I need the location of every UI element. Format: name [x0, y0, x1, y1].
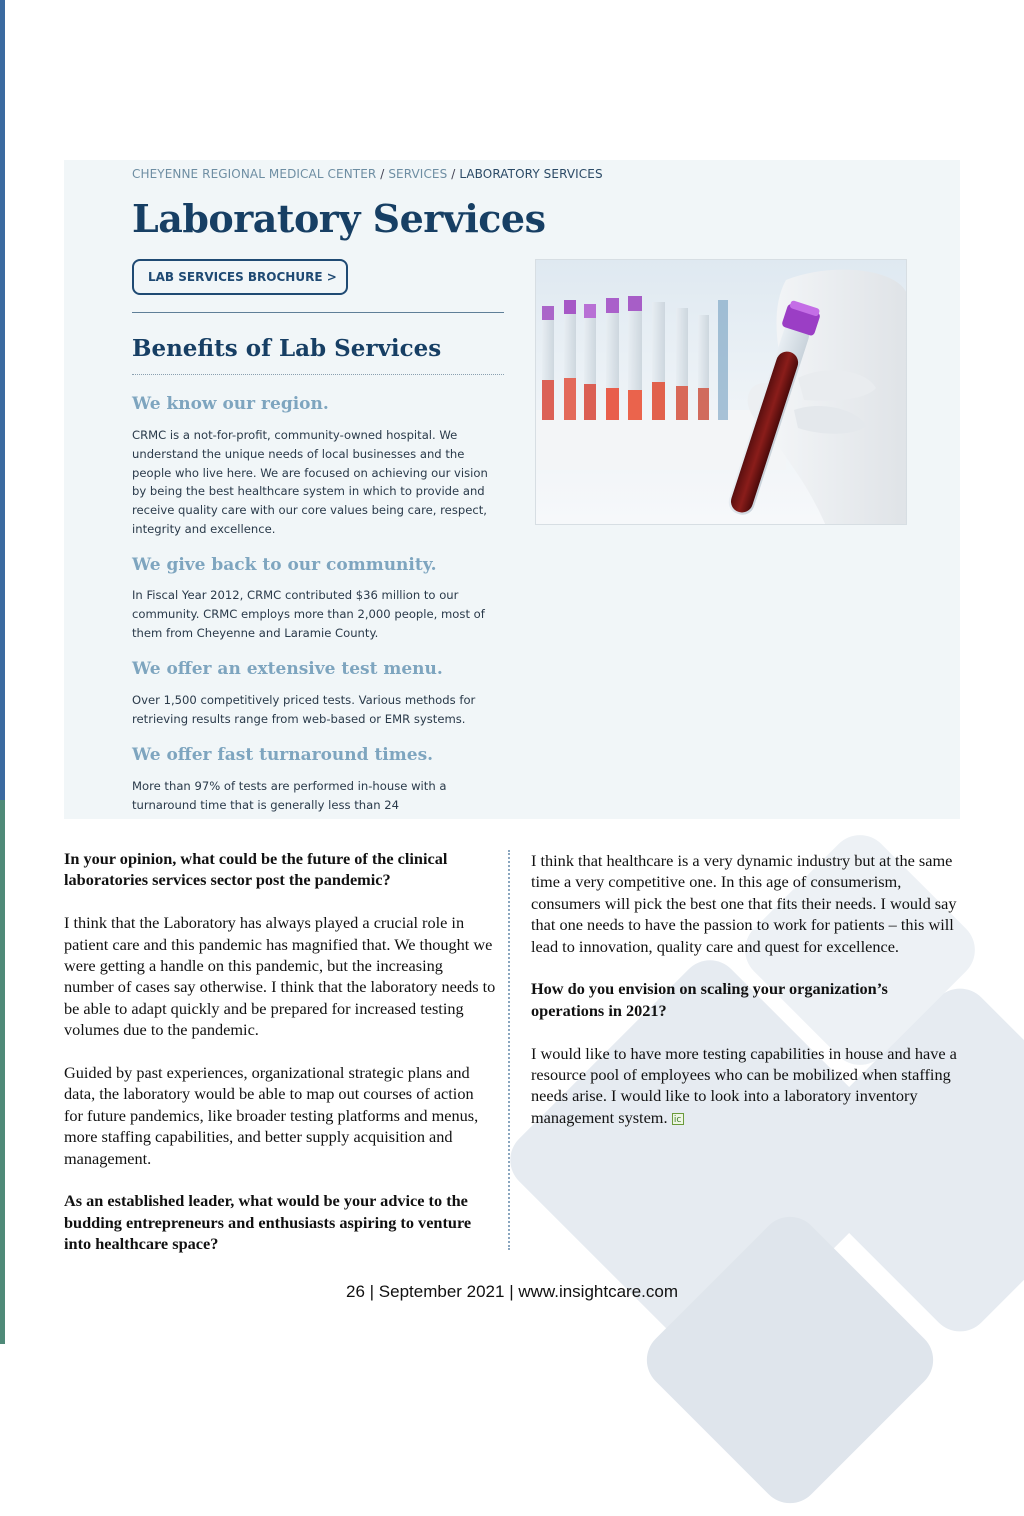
interview-answer: I think that the Laboratory has always played a crucial role in patient care and this pandemic has magnified that. We thought we were getting a handle on this pandemic, but the increasing number of cases say otherwise. I think that the laboratory needs to be able to adapt quickly and be prepared for increased testing volumes due to the pandemic. — [64, 913, 496, 1040]
page-edge-bar-accent — [0, 800, 5, 1344]
section-heading: We offer fast turnaround times. — [132, 745, 434, 765]
lab-brochure-button[interactable]: LAB SERVICES BROCHURE > — [132, 259, 348, 295]
breadcrumb-current: LABORATORY SERVICES — [459, 167, 603, 181]
lab-services-screenshot — [64, 160, 960, 819]
breadcrumb-link-crmc[interactable]: CHEYENNE REGIONAL MEDICAL CENTER — [132, 167, 377, 181]
breadcrumb-link-services[interactable]: SERVICES — [388, 167, 448, 181]
breadcrumb — [132, 167, 603, 181]
section-heading: We give back to our community. — [132, 555, 437, 575]
column-divider — [508, 850, 510, 1250]
article-column-right — [531, 850, 959, 1150]
blood-sample-photo — [535, 259, 907, 525]
benefits-heading: Benefits of Lab Services — [132, 335, 442, 362]
article-column-left — [64, 848, 496, 1276]
divider-solid — [132, 312, 504, 313]
page-title: Laboratory Services — [132, 196, 546, 241]
section-body: In Fiscal Year 2012, CRMC contributed $36 million to our community. CRMC employs more than 2,000 people, most of them from Cheyenne and Laramie County. — [132, 588, 485, 640]
answer-text: I would like to have more testing capabilities in house and have a resource pool of employees who can be mobilized when staffing needs arise. I would like to look into a laboratory inventory management system. — [531, 1043, 957, 1127]
section-body: CRMC is a not-for-profit, community-owned hospital. We understand the unique needs of local businesses and the people who live here. We are focused on achieving our vision by being the best healthcare system in which to provide and receive quality care with our core values being care, respect, integrity and excellence. — [132, 428, 488, 536]
interview-answer: Guided by past experiences, organizational strategic plans and data, the laboratory would be able to map out courses of action for future pandemics, like broader testing platforms and menus, more staffing capabilities, and better supply acquisition and management. — [64, 1063, 479, 1168]
interview-answer — [531, 1043, 959, 1129]
section-heading: We offer an extensive test menu. — [132, 659, 443, 679]
test-tubes-illustration — [536, 260, 907, 525]
page-footer: 26 | September 2021 | www.insightcare.com — [346, 1282, 678, 1301]
divider-dotted — [132, 374, 504, 375]
interview-question: As an established leader, what would be your advice to the budding entrepreneurs and enthusiasts aspiring to venture into healthcare space? — [64, 1191, 472, 1254]
breadcrumb-separator: / — [376, 167, 389, 181]
interview-answer: I think that healthcare is a very dynamic industry but at the same time a very competitive one. In this age of consumerism, consumers will pick the best one that fits their needs. I would say that one needs to have the passion to work for patients – this will lead to innovation, quality care and quest for excellence. — [531, 851, 957, 956]
interview-question: In your opinion, what could be the future of the clinical laboratories services sector post the pandemic? — [64, 849, 448, 890]
section-heading: We know our region. — [132, 394, 329, 414]
section-body: Over 1,500 competitively priced tests. Various methods for retrieving results range from web-based or EMR systems. — [132, 693, 476, 726]
end-of-article-icon: ic — [672, 1113, 684, 1125]
section-body: More than 97% of tests are performed in-house with a turnaround time that is generally less than 24 — [132, 779, 447, 812]
interview-question: How do you envision on scaling your organization’s operations in 2021? — [531, 979, 888, 1020]
breadcrumb-separator: / — [447, 167, 460, 181]
